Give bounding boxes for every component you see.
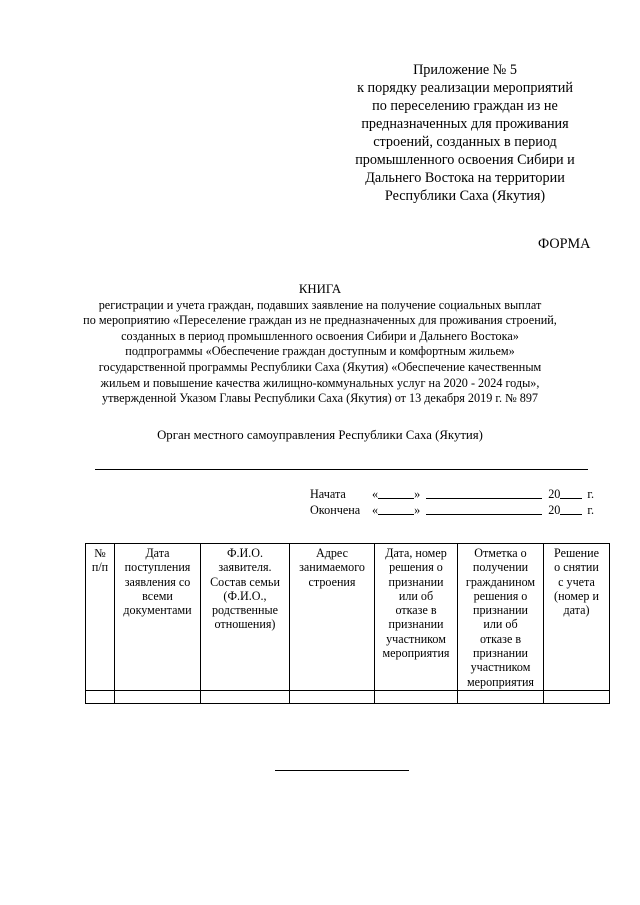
header-cell-decision-date: Дата, номер решения о признании или об отказе в признании участником мероприятия xyxy=(375,544,458,691)
appendix-line: Республики Саха (Якутия) xyxy=(384,188,546,204)
book-subtitle-line: подпрограммы «Обеспечение граждан доступным и комфортным жильем» xyxy=(125,344,515,359)
table-header-row xyxy=(86,544,610,691)
organ-name-blank-line[interactable] xyxy=(95,469,588,470)
header-cell-address: Адрес занимаемого строения xyxy=(290,544,375,691)
table-cell[interactable] xyxy=(375,690,458,703)
quote-open: « xyxy=(372,502,379,517)
table-cell[interactable] xyxy=(86,690,115,703)
table-cell[interactable] xyxy=(290,690,375,703)
header-cell-removal-decision: Решение о снятии с учета (номер и дата) xyxy=(544,544,610,691)
appendix-line: строений, созданных в период xyxy=(373,134,557,150)
appendix-line: по переселению граждан из не xyxy=(372,98,558,114)
year-blank[interactable] xyxy=(560,503,582,515)
book-subtitle-line: утвержденной Указом Главы Республики Саха (Якутия) от 13 декабря 2019 г. № 897 xyxy=(101,391,539,406)
header-cell-date-received: Дата поступления заявления со всеми документами xyxy=(115,544,201,691)
quote-close: » xyxy=(414,487,421,501)
table-cell[interactable] xyxy=(544,690,610,703)
quote-close: » xyxy=(414,502,421,517)
book-title: КНИГА xyxy=(298,282,342,296)
appendix-line: к порядку реализации мероприятий xyxy=(357,80,573,96)
appendix-header xyxy=(340,61,590,205)
appendix-line: предназначенных для проживания xyxy=(361,116,569,132)
date-ended-label: Окончена xyxy=(310,502,361,517)
book-subtitle-line: жильем и повышение качества жилищно-коммунальных услуг на 2020 - 2024 годы», xyxy=(100,375,540,390)
closing-separator-line xyxy=(275,770,409,771)
appendix-line: Дальнего Востока на территории xyxy=(365,170,565,186)
table-row xyxy=(86,690,610,703)
book-subtitle-line: по мероприятию «Переселение граждан из не предназначенных для проживания строений, xyxy=(83,313,557,328)
day-blank[interactable] xyxy=(378,487,414,499)
month-blank[interactable] xyxy=(426,487,542,499)
appendix-line: промышленного освоения Сибири и xyxy=(355,152,575,168)
header-cell-number: № п/п xyxy=(86,544,115,691)
year-blank[interactable] xyxy=(560,487,582,499)
dates-block xyxy=(310,487,594,518)
header-cell-receipt-mark: Отметка о получении гражданином решения о признании или об отказе в признании участником мероприятия xyxy=(458,544,544,691)
table-cell[interactable] xyxy=(115,690,201,703)
month-blank[interactable] xyxy=(426,503,542,515)
book-subtitle-line: регистрации и учета граждан, подавших заявление на получение социальных выплат xyxy=(98,297,542,312)
year-prefix: 20 xyxy=(548,502,561,517)
book-subtitle-line: созданных в период промышленного освоения Сибири и Дальнего Востока» xyxy=(121,328,519,343)
registration-table xyxy=(85,543,610,704)
date-started-label: Начата xyxy=(310,487,346,501)
organ-label: Орган местного самоуправления Республики Саха (Якутия) xyxy=(157,428,483,442)
quote-open: « xyxy=(372,487,379,501)
header-cell-applicant-name: Ф.И.О. заявителя. Состав семьи (Ф.И.О., родственные отношения) xyxy=(201,544,290,691)
year-prefix: 20 xyxy=(548,487,561,501)
book-title-block xyxy=(40,282,600,407)
form-label: ФОРМА xyxy=(538,236,591,252)
table-cell[interactable] xyxy=(201,690,290,703)
date-ended-row xyxy=(310,503,594,519)
year-suffix: г. xyxy=(587,502,595,517)
day-blank[interactable] xyxy=(378,503,414,515)
table-cell[interactable] xyxy=(458,690,544,703)
year-suffix: г. xyxy=(587,487,595,501)
book-subtitle-line: государственной программы Республики Саха (Якутия) «Обеспечение качественным xyxy=(98,359,542,374)
date-started-row xyxy=(310,487,594,503)
appendix-line: Приложение № 5 xyxy=(413,62,517,78)
